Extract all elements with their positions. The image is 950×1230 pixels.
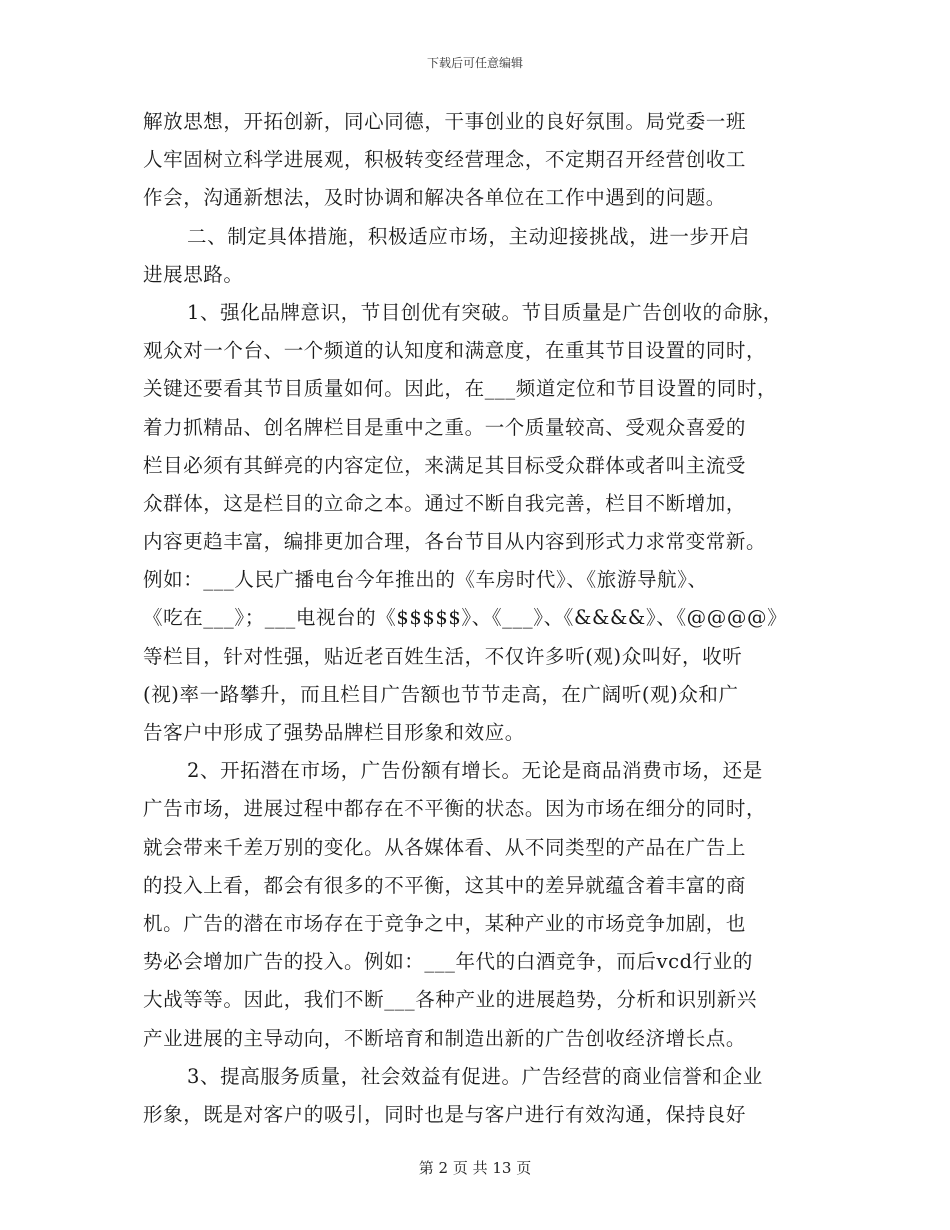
text-line: 众群体，这是栏目的立命之本。通过不断自我完善，栏目不断增加， — [143, 491, 747, 515]
text-line: 势必会增加广告的投入。例如：___年代的白酒竞争，而后vcd行业的 — [143, 950, 753, 974]
text-line: 广告市场，进展过程中都存在不平衡的状态。因为市场在细分的同时， — [143, 797, 767, 821]
subsection-1-line: 1、强化品牌意识，节目创优有突破。节目质量是广告创收的命脉， — [187, 300, 783, 324]
text-line: 栏目必须有其鲜亮的内容定位，来满足其目标受众群体或者叫主流受 — [143, 453, 747, 477]
subsection-2-line: 2、开拓潜在市场，广告份额有增长。无论是商品消费市场，还是 — [187, 759, 763, 783]
text-line: 《吃在___》；___电视台的《$$$$$》、《___》、《&&&&》、《@@@@》 — [143, 606, 788, 630]
subsection-3-line: 3、提高服务质量，社会效益有促进。广告经营的商业信誉和企业 — [187, 1064, 763, 1088]
text-line: 着力抓精品、创名牌栏目是重中之重。一个质量较高、受观众喜爱的 — [143, 415, 747, 439]
text-line: 进展思路。 — [143, 262, 244, 286]
document-body — [143, 103, 823, 1134]
text-line: (视)率一路攀升，而且栏目广告额也节节走高，在广阔听(观)众和广 — [143, 682, 739, 706]
section-heading-2: 二、制定具体措施，积极适应市场，主动迎接挑战，进一步开启 — [187, 224, 750, 248]
text-line: 观众对一个台、一个频道的认知度和满意度，在重其节目设置的同时， — [143, 339, 767, 363]
text-line: 机。广告的潜在市场存在于竞争之中，某种产业的市场竞争加剧，也 — [143, 911, 747, 935]
text-line: 作会，沟通新想法，及时协调和解决各单位在工作中遇到的问题。 — [143, 186, 726, 210]
text-line: 告客户中形成了强势品牌栏目形象和效应。 — [143, 721, 525, 744]
page-number: 第 2 页 共 13 页 — [418, 1159, 532, 1177]
text-line: 人牢固树立科学进展观，积极转变经营理念，不定期召开经营创收工 — [143, 148, 747, 172]
text-line: 产业进展的主导动向，不断培育和制造出新的广告创收经济增长点。 — [143, 1026, 747, 1050]
text-line: 大战等等。因此，我们不断___各种产业的进展趋势，分析和识别新兴 — [143, 988, 757, 1012]
text-line: 就会带来千差万别的变化。从各媒体看、从不同类型的产品在广告上 — [143, 835, 747, 859]
text-line: 例如：___人民广播电台今年推出的《车房时代》、《旅游导航》、 — [143, 568, 708, 592]
page-header-note: 下载后可任意编辑 — [426, 56, 523, 70]
text-line: 解放思想，开拓创新，同心同德，干事创业的良好氛围。局党委一班 — [143, 110, 747, 133]
text-line: 等栏目，针对性强，贴近老百姓生活，不仅许多听(观)众叫好，收听 — [143, 644, 743, 668]
text-line: 关键还要看其节目质量如何。因此，在___频道定位和节目设置的同时， — [143, 377, 778, 401]
text-line: 内容更趋丰富，编排更加合理，各台节目从内容到形式力求常变常新。 — [143, 530, 767, 554]
text-line: 形象，既是对客户的吸引，同时也是与客户进行有效沟通，保持良好 — [143, 1102, 747, 1126]
text-line: 的投入上看，都会有很多的不平衡，这其中的差异就蕴含着丰富的商 — [143, 873, 747, 897]
